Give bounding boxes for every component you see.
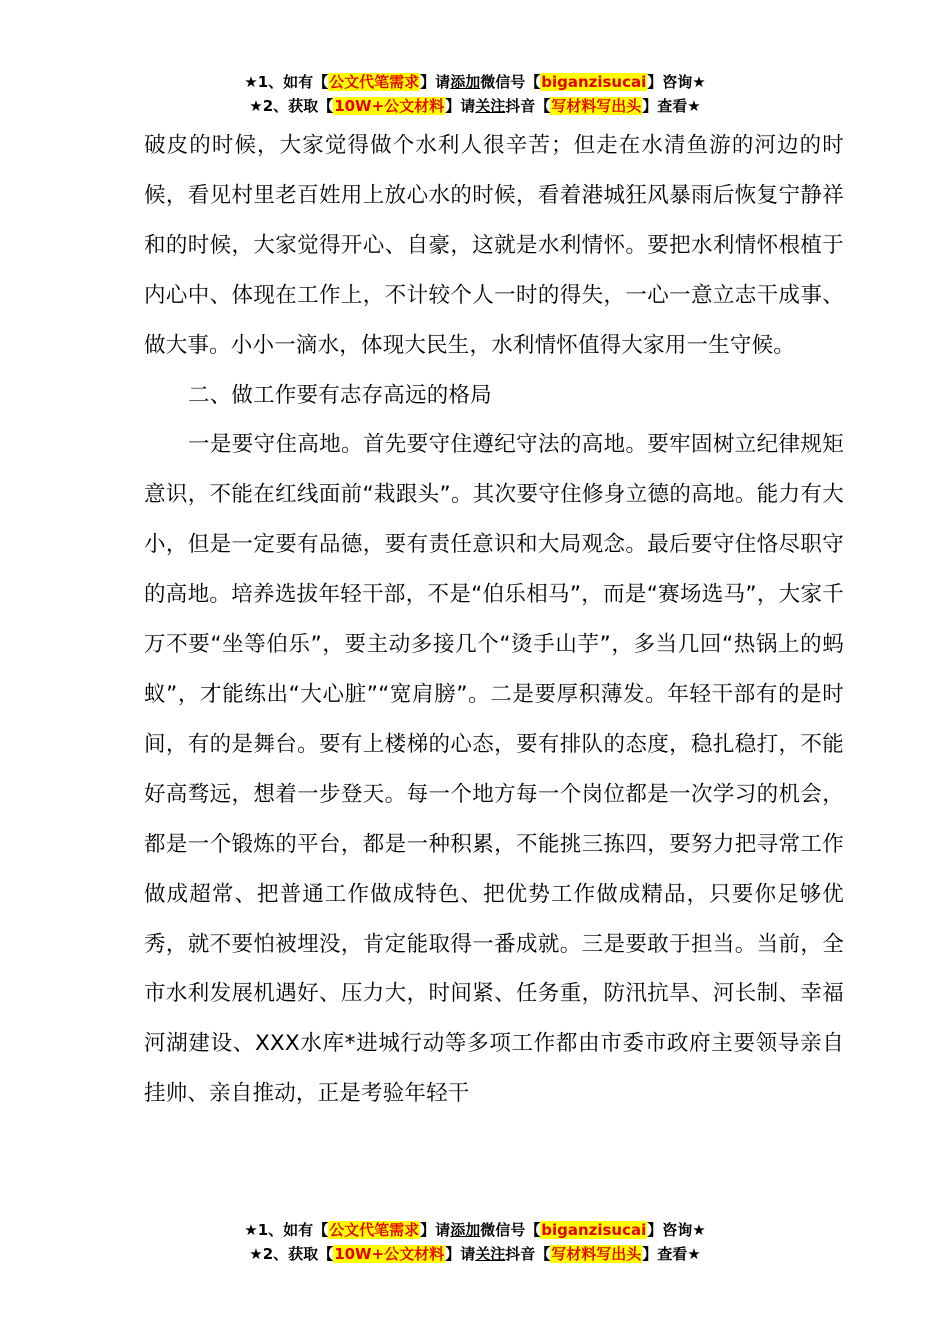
header-line-1-mid: 】请 (420, 73, 451, 91)
header-highlight-wechat-id: biganzisucai (541, 73, 647, 91)
footer-line-1 (0, 1218, 950, 1242)
header-line-2-prefix: ★2、获取【 (249, 97, 334, 115)
footer-banner (0, 1218, 950, 1266)
footer-line-1-mid: 】请 (420, 1221, 451, 1239)
footer-line-2-mid: 】请 (445, 1245, 476, 1263)
header-line-2-mid2: 抖音【 (505, 97, 551, 115)
footer-line-1-suffix: 】咨询★ (647, 1221, 706, 1239)
footer-line-2-suffix: 】查看★ (642, 1245, 701, 1263)
footer-line-1-mid2: 微信号【 (480, 1221, 541, 1239)
paragraph-continuation: 破皮的时候，大家觉得做个水利人很辛苦；但走在水清鱼游的河边的时候，看见村里老百姓用上放心水的时候，看着港城狂风暴雨后恢复宁静祥和的时候，大家觉得开心、自豪，这就是水利情怀。要把水利情怀根植于内心中、体现在工作上，不计较个人一时的得失，一心一意立志干成事、做大事。小小一滴水，体现大民生，水利情怀值得大家用一生守候。 (144, 133, 844, 358)
header-line-2-suffix: 】查看★ (642, 97, 701, 115)
footer-line-2-prefix: ★2、获取【 (249, 1245, 334, 1263)
header-underline-follow: 关注 (475, 97, 506, 115)
footer-underline-add: 添加 (450, 1221, 481, 1239)
footer-underline-follow: 关注 (475, 1245, 506, 1263)
footer-line-2 (0, 1242, 950, 1266)
section-heading: 二、做工作要有志存高远的格局 (188, 382, 492, 408)
header-line-1 (0, 70, 950, 94)
header-line-1-mid2: 微信号【 (480, 73, 541, 91)
footer-highlight-ghostwriting: 公文代笔需求 (329, 1221, 420, 1239)
footer-highlight-materials: 10W+公文材料 (334, 1245, 445, 1263)
header-highlight-materials: 10W+公文材料 (334, 97, 445, 115)
footer-line-1-prefix: ★1、如有【 (244, 1221, 329, 1239)
header-line-1-suffix: 】咨询★ (647, 73, 706, 91)
header-highlight-douyin: 写材料写出头 (551, 97, 642, 115)
header-underline-add: 添加 (450, 73, 481, 91)
paragraph-main: 一是要守住高地。首先要守住遵纪守法的高地。要牢固树立纪律规矩意识，不能在红线面前“栽跟头”。其次要守住修身立德的高地。能力有大小，但是一定要有品德，要有责任意识和大局观念。最后要守住恪尽职守的高地。培养选拔年轻干部，不是“伯乐相马”，而是“赛场选马”，大家千万不要“坐等伯乐”，要主动多接几个“烫手山芋”，多当几回“热锅上的蚂蚁”，才能练出“大心脏”“宽肩膀”。二是要厚积薄发。年轻干部有的是时间，有的是舞台。要有上楼梯的心态，要有排队的态度，稳扎稳打，不能好高骛远，想着一步登天。每一个地方每一个岗位都是一次学习的机会，都是一个锻炼的平台，都是一种积累，不能挑三拣四，要努力把寻常工作做成超常、把普通工作做成特色、把优势工作做成精品，只要你足够优秀，就不要怕被埋没，肯定能取得一番成就。三是要敢于担当。当前，全市水利发展机遇好、压力大，时间紧、任务重，防汛抗旱、河长制、幸福河湖建设、XXX水库*进城行动等多项工作都由市委市政府主要领导亲自挂帅、亲自推动，正是考验年轻干 (144, 432, 844, 1107)
header-line-1-prefix: ★1、如有【 (244, 73, 329, 91)
footer-highlight-wechat-id: biganzisucai (541, 1221, 647, 1239)
header-highlight-ghostwriting: 公文代笔需求 (329, 73, 420, 91)
document-body (144, 121, 844, 1119)
header-banner (0, 70, 950, 118)
footer-line-2-mid2: 抖音【 (505, 1245, 551, 1263)
footer-highlight-douyin: 写材料写出头 (551, 1245, 642, 1263)
header-line-2-mid: 】请 (445, 97, 476, 115)
header-line-2 (0, 94, 950, 118)
